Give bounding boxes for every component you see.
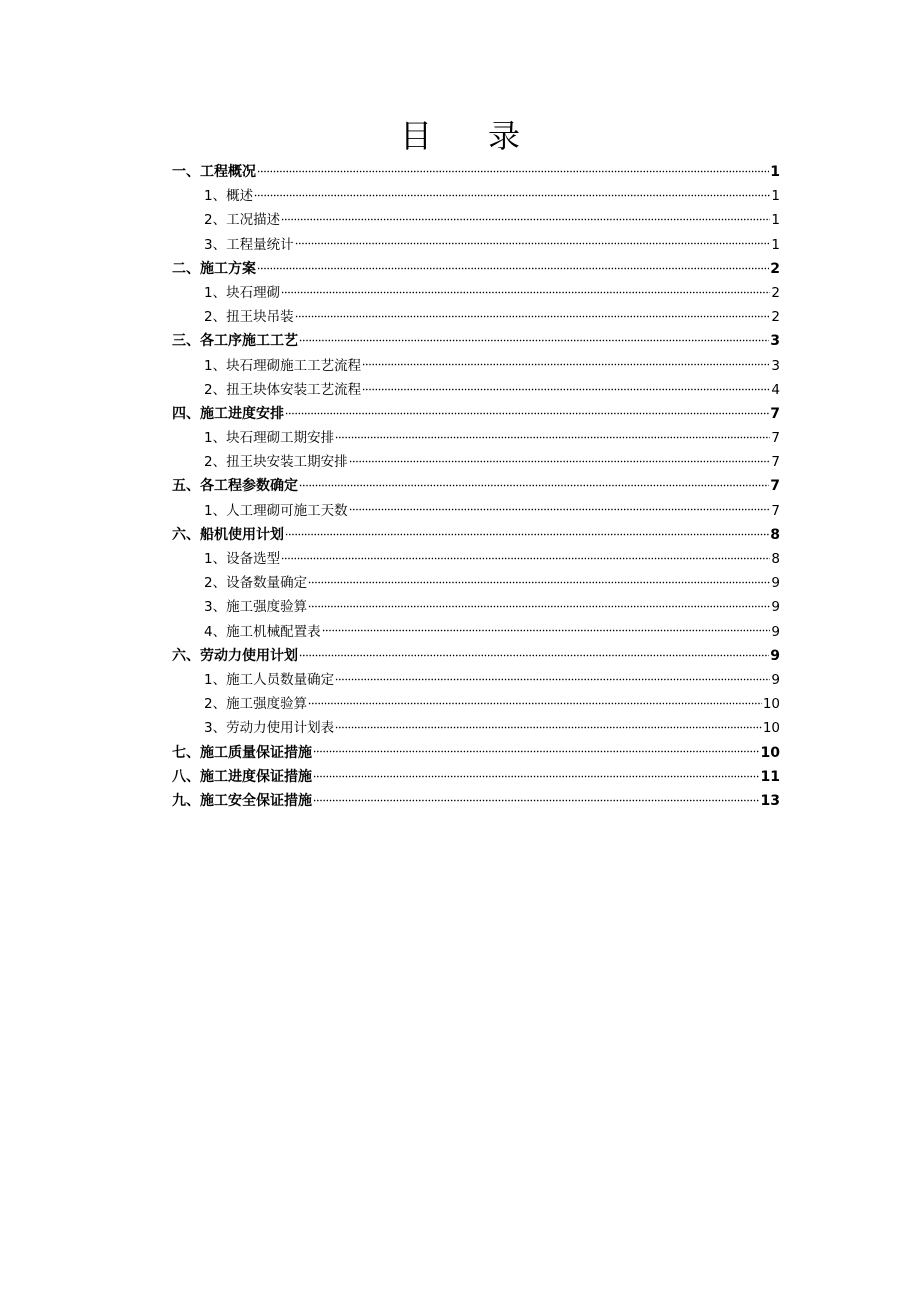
toc-page-number: 7 (770, 478, 780, 495)
toc-section-entry[interactable] (172, 474, 780, 498)
toc-page-number: 11 (760, 768, 780, 785)
toc-subsection-entry[interactable] (172, 354, 780, 378)
toc-page-number: 1 (771, 212, 780, 229)
toc-page-number: 8 (770, 526, 780, 543)
toc-dot-leader (349, 502, 771, 512)
toc-dot-leader (295, 308, 771, 318)
toc-subsection-entry[interactable] (172, 426, 780, 450)
toc-dot-leader (281, 550, 770, 560)
toc-entry-label: 2、施工强度验算 (204, 696, 308, 713)
toc-entry-label: 3、施工强度验算 (204, 599, 308, 616)
toc-dot-leader (299, 647, 769, 657)
toc-entry-label: 2、工况描述 (204, 212, 281, 229)
toc-section-entry[interactable] (172, 402, 780, 426)
toc-section-entry[interactable] (172, 741, 780, 765)
toc-entry-label: 2、扭王块安装工期安排 (204, 454, 348, 471)
toc-dot-leader (313, 768, 760, 778)
toc-page-number: 1 (770, 164, 780, 180)
toc-dot-leader (299, 477, 769, 487)
toc-dot-leader (257, 163, 769, 173)
toc-dot-leader (281, 211, 770, 221)
toc-subsection-entry[interactable] (172, 499, 780, 523)
toc-entry-label: 2、扭王块吊装 (204, 309, 294, 326)
toc-page-number: 1 (771, 236, 780, 253)
toc-entry-label: 1、块石理砌 (204, 284, 281, 301)
toc-dot-leader (308, 695, 762, 705)
toc-entry-label: 4、施工机械配置表 (204, 623, 321, 640)
toc-dot-leader (308, 598, 770, 608)
toc-page-number: 7 (771, 454, 780, 471)
toc-dot-leader (349, 453, 771, 463)
toc-entry-label: 五、各工程参数确定 (172, 478, 298, 495)
toc-page-number: 1 (771, 188, 780, 205)
toc-entry-label: 1、块石理砌施工工艺流程 (204, 357, 362, 374)
toc-dot-leader (313, 792, 760, 802)
toc-dot-leader (254, 187, 770, 197)
toc-dot-leader (285, 405, 769, 415)
toc-section-entry[interactable] (172, 765, 780, 789)
toc-entry-label: 1、设备选型 (204, 551, 281, 567)
toc-page-number: 9 (771, 671, 780, 688)
toc-subsection-entry[interactable] (172, 305, 780, 329)
toc-dot-leader (295, 236, 771, 246)
toc-subsection-entry[interactable] (172, 668, 780, 692)
toc-entry-label: 八、施工进度保证措施 (172, 768, 312, 785)
toc-dot-leader (335, 671, 770, 681)
toc-list (172, 160, 780, 813)
toc-section-entry[interactable] (172, 160, 780, 184)
toc-section-entry[interactable] (172, 523, 780, 547)
toc-page-number: 9 (771, 575, 780, 592)
toc-entry-label: 1、概述 (204, 188, 254, 205)
toc-subsection-entry[interactable] (172, 716, 780, 740)
toc-page-number: 10 (762, 720, 780, 737)
toc-subsection-entry[interactable] (172, 281, 780, 305)
toc-page-number: 10 (760, 744, 780, 761)
toc-title (0, 112, 920, 160)
toc-entry-label: 一、工程概况 (172, 164, 256, 180)
toc-dot-leader (281, 284, 770, 294)
toc-page-number: 2 (771, 309, 780, 326)
toc-page-number: 2 (770, 260, 780, 277)
toc-subsection-entry[interactable] (172, 233, 780, 257)
toc-section-entry[interactable] (172, 257, 780, 281)
toc-dot-leader (299, 332, 769, 342)
toc-entry-label: 2、设备数量确定 (204, 575, 308, 592)
toc-entry-label: 1、施工人员数量确定 (204, 671, 335, 688)
toc-page-number: 7 (771, 502, 780, 519)
toc-subsection-entry[interactable] (172, 692, 780, 716)
toc-page-number: 3 (770, 333, 780, 350)
toc-dot-leader (322, 623, 771, 633)
toc-page-number: 9 (771, 623, 780, 640)
toc-entry-label: 2、扭王块体安装工艺流程 (204, 381, 362, 398)
toc-page-number: 7 (771, 430, 780, 447)
toc-dot-leader (335, 429, 770, 439)
toc-section-entry[interactable] (172, 789, 780, 813)
toc-page-number: 8 (771, 551, 780, 567)
toc-subsection-entry[interactable] (172, 184, 780, 208)
toc-dot-leader (308, 574, 770, 584)
toc-entry-label: 1、块石理砌工期安排 (204, 430, 335, 447)
toc-entry-label: 四、施工进度安排 (172, 405, 284, 422)
toc-page-number: 3 (771, 357, 780, 374)
toc-dot-leader (313, 744, 760, 754)
toc-page-number: 9 (771, 599, 780, 616)
toc-dot-leader (362, 381, 770, 391)
toc-subsection-entry[interactable] (172, 595, 780, 619)
toc-subsection-entry[interactable] (172, 378, 780, 402)
toc-subsection-entry[interactable] (172, 208, 780, 232)
toc-entry-label: 1、人工理砌可施工天数 (204, 502, 348, 519)
toc-dot-leader (285, 526, 769, 536)
toc-entry-label: 六、劳动力使用计划 (172, 647, 298, 664)
toc-dot-leader (335, 719, 762, 729)
toc-page-number: 2 (771, 284, 780, 301)
toc-entry-label: 六、船机使用计划 (172, 526, 284, 543)
toc-entry-label: 三、各工序施工工艺 (172, 333, 298, 350)
toc-page-number: 4 (771, 381, 780, 398)
toc-subsection-entry[interactable] (172, 450, 780, 474)
toc-page-number: 13 (760, 792, 780, 809)
toc-page-number: 7 (770, 405, 780, 422)
toc-title-char: 目 (399, 117, 432, 155)
toc-entry-label: 七、施工质量保证措施 (172, 744, 312, 761)
toc-dot-leader (257, 260, 769, 270)
toc-subsection-entry[interactable] (172, 571, 780, 595)
toc-entry-label: 二、施工方案 (172, 260, 256, 277)
toc-entry-label: 九、施工安全保证措施 (172, 792, 312, 809)
toc-subsection-entry[interactable] (172, 547, 780, 571)
toc-page-number: 10 (762, 696, 780, 713)
toc-page-number: 9 (770, 647, 780, 664)
toc-section-entry[interactable] (172, 329, 780, 353)
toc-entry-label: 3、工程量统计 (204, 236, 294, 253)
toc-subsection-entry[interactable] (172, 620, 780, 644)
toc-entry-label: 3、劳动力使用计划表 (204, 720, 335, 737)
toc-title-char: 录 (488, 117, 521, 155)
toc-section-entry[interactable] (172, 644, 780, 668)
toc-dot-leader (362, 357, 770, 367)
